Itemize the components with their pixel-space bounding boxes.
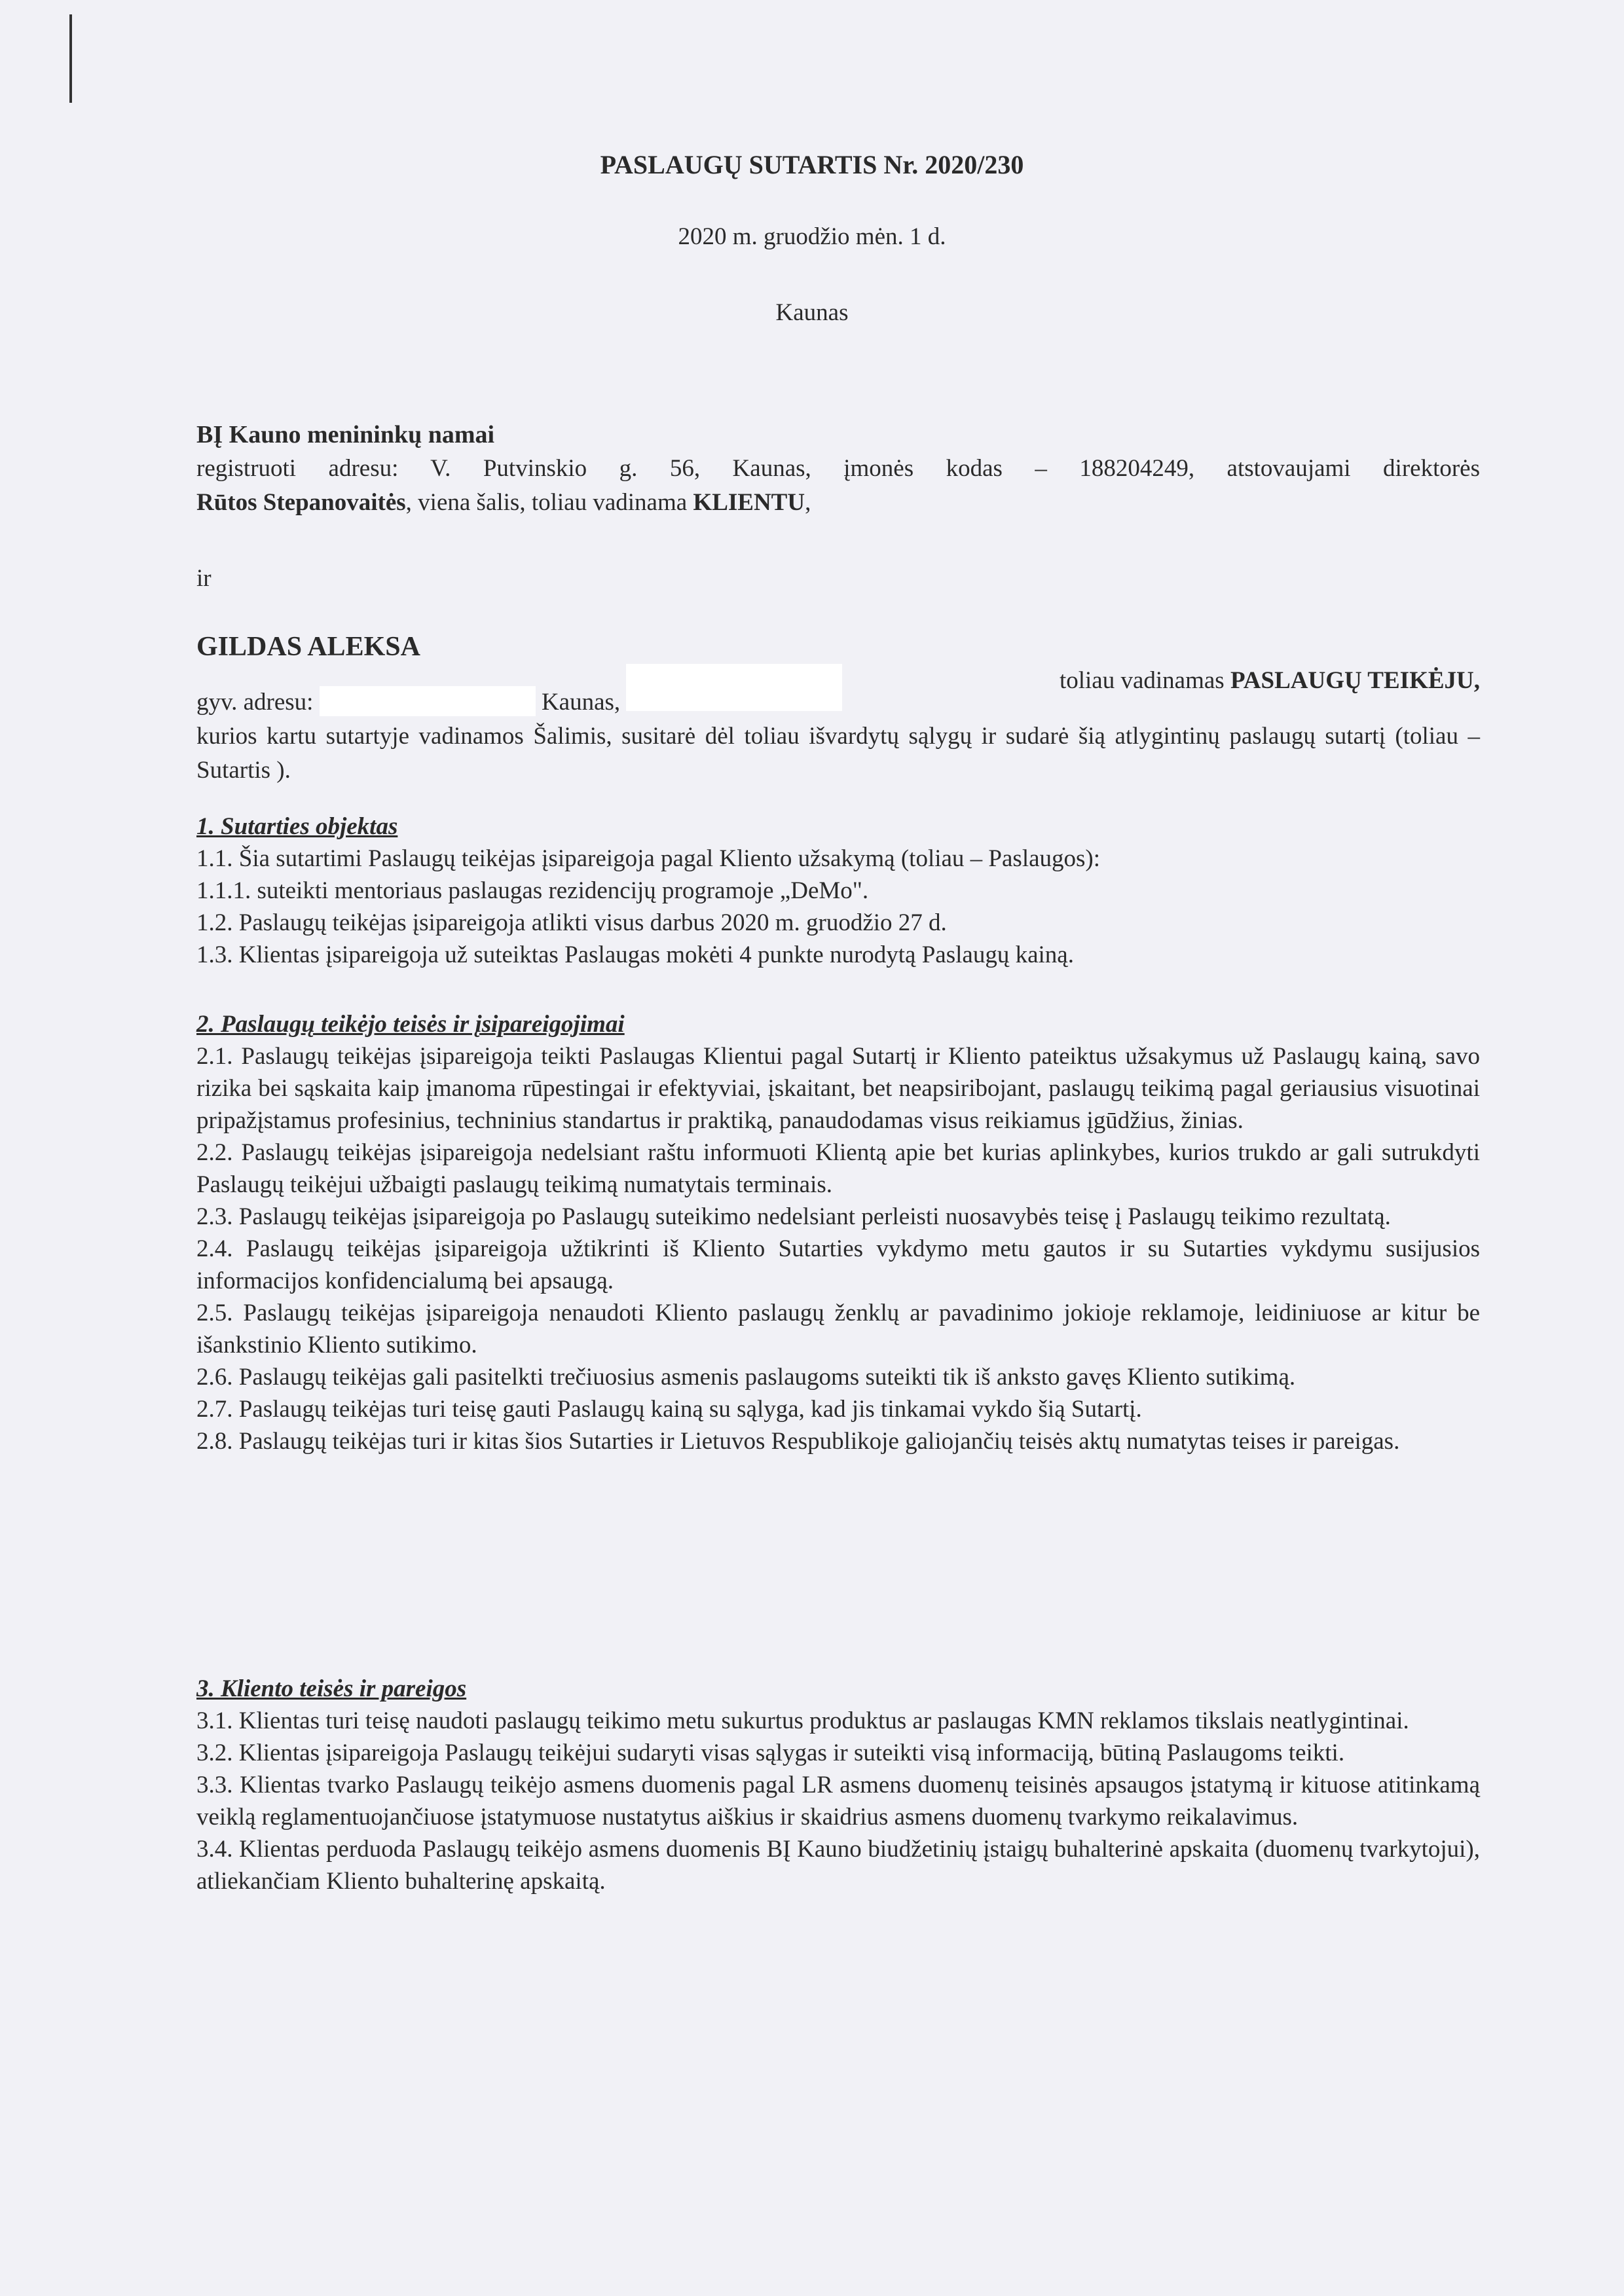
contract-number: 2020/230 [925, 150, 1024, 179]
clause: 1.1.1. suteikti mentoriaus paslaugas rezidencijų programoje „DeMo". [196, 877, 869, 904]
provider-role: PASLAUGŲ TEIKĖJU, [1230, 667, 1480, 694]
clause: 1.2. Paslaugų teikėjas įsipareigoja atlikti visus darbus 2020 m. gruodžio 27 d. [196, 909, 947, 936]
address-label: gyv. adresu: [196, 689, 314, 716]
clause: 2.1. Paslaugų teikėjas įsipareigoja teikti Paslaugas Klientui pagal Sutartį ir Kliento pateiktus užsakymus už Paslaugų kainą, savo rizika bei sąskaita kaip įmanoma rūpestingai ir efektyviai, įskaitant, bet neapsiribojant, paslaugų teikimą pagal geriausius visuotinai pripažįstamus profesinius, techninius standartus ir praktiką, panaudodamas visus reikiamus įgūdžius, žinias. [196, 1043, 1480, 1134]
clause: 1.1. Šia sutartimi Paslaugų teikėjas įsipareigoja pagal Kliento užsakymą (toliau – Paslaugos): [196, 845, 1101, 872]
provider-name: GILDAS ALEKSA [196, 632, 420, 662]
redacted-address [320, 686, 536, 716]
clause: 3.3. Klientas tvarko Paslaugų teikėjo asmens duomenis pagal LR asmens duomenų teisinės apsaugos įstatymą ir kituose atitinkamą veiklą reglamentuojančiuose įstatymuose nustatytus aiškius ir skaidrius asmens duomenų tvarkymo reikalavimus. [196, 1772, 1480, 1831]
client-role: KLIENTU [693, 489, 805, 516]
clause: 2.2. Paslaugų teikėjas įsipareigoja nedelsiant raštu informuoti Klientą apie bet kurias aplinkybes, kurios trukdo ar gali sutrukdyti Paslaugų teikėjui užbaigti paslaugų teikimą numatytais terminais. [196, 1139, 1480, 1198]
client-name: BĮ Kauno menininkų namai [196, 421, 495, 448]
provider-block [196, 630, 1480, 788]
clause: 2.4. Paslaugų teikėjas įsipareigoja užtikrinti iš Kliento Sutarties vykdymo metu gautos ir su Sutarties vykdymu susijusios informacijos konfidencialumą bei apsaugą. [196, 1235, 1480, 1294]
clause: 2.3. Paslaugų teikėjas įsipareigoja po Paslaugų suteikimo nedelsiant perleisti nuosavybės teisę į Paslaugų teikimo rezultatą. [196, 1203, 1391, 1230]
clause: 3.4. Klientas perduoda Paslaugų teikėjo asmens duomenis BĮ Kauno biudžetinių įstaigų buhalterinė apskaita (duomenų tvarkytojui), atliekančiam Kliento buhalterinę apskaitą. [196, 1836, 1480, 1895]
provider-agreement-text: kurios kartu sutartyje vadinamos Šalimis, susitarė dėl toliau išvardytų sąlygų ir sudarė šią atlygintinų paslaugų sutartį (toliau – Sutartis ). [196, 723, 1480, 784]
client-director: Rūtos Stepanovaitės [196, 489, 406, 516]
clause: 2.6. Paslaugų teikėjas gali pasitelkti trečiuosius asmenis paslaugoms suteikti tik iš anksto gavęs Kliento sutikimą. [196, 1364, 1296, 1391]
address-city: Kaunas, [541, 689, 621, 716]
client-block [196, 418, 1480, 520]
section-heading: 1. Sutarties objektas [196, 813, 398, 840]
client-line2 [196, 486, 1480, 520]
client-line2-text: , viena šalis, toliau vadinama [405, 489, 693, 516]
clause: 3.1. Klientas turi teisę naudoti paslaugų teikimo metu sukurtus produktus ar paslaugas KMN reklamos tikslais neatlygintinai. [196, 1707, 1409, 1734]
clause: 2.5. Paslaugų teikėjas įsipareigoja nenaudoti Kliento paslaugų ženklų ar pavadinimo jokioje reklamoje, leidiniuose ar kitur be išankstinio Kliento sutikimo. [196, 1300, 1480, 1358]
clause: 2.7. Paslaugų teikėjas turi teisę gauti Paslaugų kainą su sąlyga, kad jis tinkamai vykdo šią Sutartį. [196, 1396, 1142, 1423]
document-title [0, 149, 1624, 180]
scan-artifact-line [69, 14, 72, 103]
title-nr-label: Nr. [883, 150, 919, 179]
section-heading: 2. Paslaugų teikėjo teisės ir įsipareigojimai [196, 1011, 625, 1038]
clause: 3.2. Klientas įsipareigoja Paslaugų teikėjui sudaryti visas sąlygas ir suteikti visą informaciją, būtiną Paslaugoms teikti. [196, 1740, 1345, 1766]
clause: 1.3. Klientas įsipareigoja už suteiktas Paslaugas mokėti 4 punkte nurodytą Paslaugų kainą. [196, 941, 1074, 968]
section-2 [196, 1008, 1480, 1457]
provider-address [196, 664, 1480, 720]
contract-date: 2020 m. gruodžio mėn. 1 d. [678, 223, 946, 250]
section-1 [196, 811, 1480, 971]
conjunction: ir [196, 565, 212, 592]
client-line2-end: , [805, 489, 811, 516]
redacted-id [626, 664, 842, 711]
clause: 2.8. Paslaugų teikėjas turi ir kitas šios Sutarties ir Lietuvos Respublikoje galiojančių teisės aktų numatytas teises ir pareigas. [196, 1428, 1400, 1455]
client-address: registruoti adresu: V. Putvinskio g. 56, Kaunas, įmonės kodas – 188204249, atstovaujami direktorės [196, 455, 1480, 482]
title-text: PASLAUGŲ SUTARTIS [600, 150, 877, 179]
provider-role-intro: toliau vadinamas [1059, 667, 1230, 694]
contract-city: Kaunas [775, 299, 849, 326]
section-3 [196, 1673, 1480, 1897]
section-heading: 3. Kliento teisės ir pareigos [196, 1675, 467, 1702]
